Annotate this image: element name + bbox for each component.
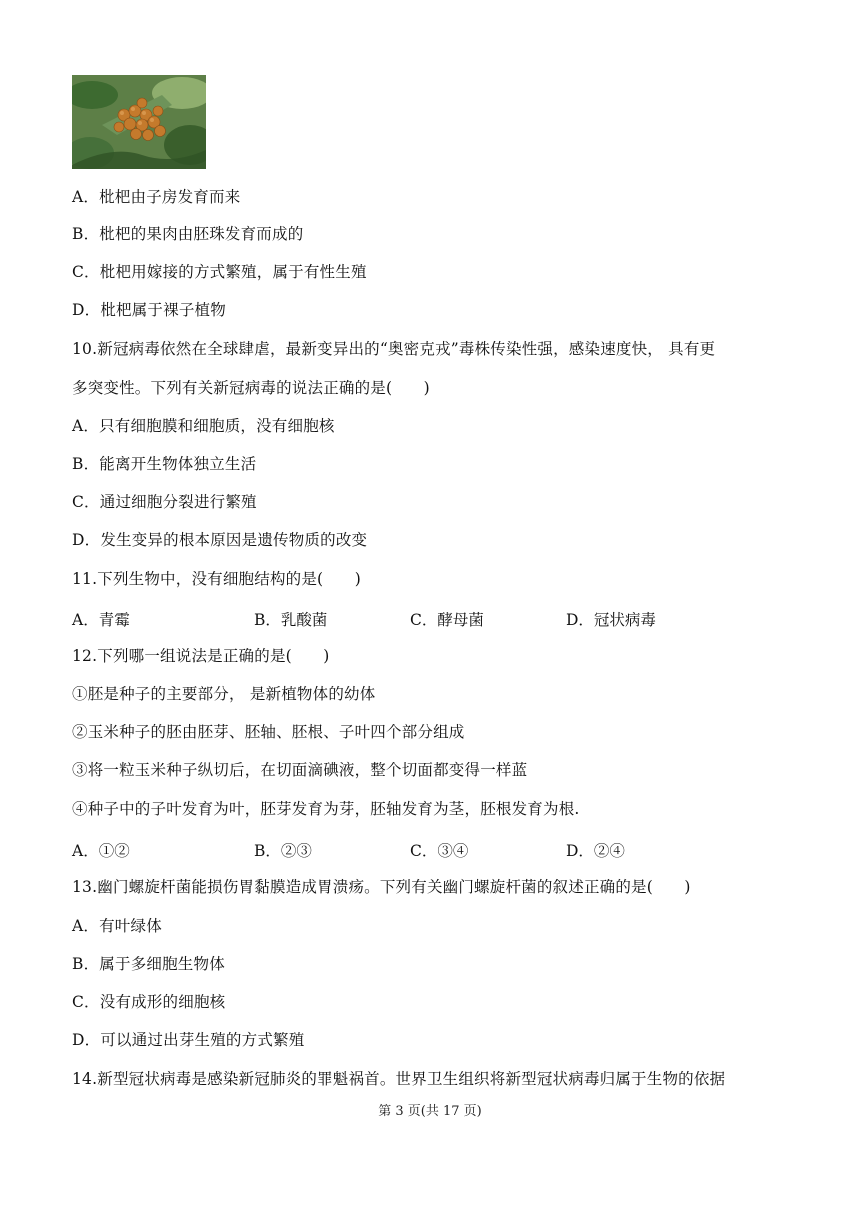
q11-stem: 11.下列生物中，没有细胞结构的是( ) bbox=[72, 570, 361, 588]
q10-option-a: A．只有细胞膜和细胞质，没有细胞核 bbox=[72, 417, 335, 435]
q11-option-d: D．冠状病毒 bbox=[566, 611, 656, 629]
q12-statement-4: ④种子中的子叶发育为叶，胚芽发育为芽，胚轴发育为茎，胚根发育为根. bbox=[72, 800, 580, 818]
q11-option-a: A．青霉 bbox=[72, 611, 130, 629]
q12-option-a: A．①② bbox=[72, 842, 130, 860]
q9-option-c: C．枇杷用嫁接的方式繁殖，属于有性生殖 bbox=[72, 263, 367, 281]
q13-option-d: D．可以通过出芽生殖的方式繁殖 bbox=[72, 1031, 305, 1049]
q9-option-b: B．枇杷的果肉由胚珠发育而成的 bbox=[72, 225, 304, 243]
q10-option-b: B．能离开生物体独立生活 bbox=[72, 455, 257, 473]
q13-option-a: A．有叶绿体 bbox=[72, 917, 162, 935]
q11-options-row bbox=[72, 608, 792, 628]
q12-option-b: B．②③ bbox=[254, 842, 312, 860]
loquat-image-icon bbox=[72, 75, 206, 169]
q13-stem: 13.幽门螺旋杆菌能损伤胃黏膜造成胃溃疡。下列有关幽门螺旋杆菌的叙述正确的是( ) bbox=[72, 878, 691, 896]
q12-options-row bbox=[72, 839, 792, 859]
q12-statement-3: ③将一粒玉米种子纵切后，在切面滴碘液，整个切面都变得一样蓝 bbox=[72, 761, 528, 779]
q13-option-c: C．没有成形的细胞核 bbox=[72, 993, 226, 1011]
q10-stem-line1: 10.新冠病毒依然在全球肆虐，最新变异出的“奥密克戎”毒株传染性强，感染速度快， 具有更 bbox=[72, 340, 716, 358]
q12-option-c: C．③④ bbox=[410, 842, 469, 860]
q12-statement-1: ①胚是种子的主要部分， 是新植物体的幼体 bbox=[72, 685, 376, 703]
q13-option-b: B．属于多细胞生物体 bbox=[72, 955, 225, 973]
q10-option-d: D．发生变异的根本原因是遗传物质的改变 bbox=[72, 531, 368, 549]
page-footer: 第 3 页(共 17 页) bbox=[378, 1104, 482, 1119]
q12-option-d: D．②④ bbox=[566, 842, 625, 860]
q10-option-c: C．通过细胞分裂进行繁殖 bbox=[72, 493, 257, 511]
q12-stem: 12.下列哪一组说法是正确的是( ) bbox=[72, 647, 330, 665]
q11-option-c: C．酵母菌 bbox=[410, 611, 484, 629]
q12-statement-2: ②玉米种子的胚由胚芽、胚轴、胚根、子叶四个部分组成 bbox=[72, 723, 465, 741]
q11-option-b: B．乳酸菌 bbox=[254, 611, 328, 629]
q10-stem-line2: 多突变性。下列有关新冠病毒的说法正确的是( ) bbox=[72, 379, 430, 397]
q9-option-d: D．枇杷属于裸子植物 bbox=[72, 301, 226, 319]
q9-option-a: A．枇杷由子房发育而来 bbox=[72, 188, 241, 206]
q14-stem-line1: 14.新型冠状病毒是感染新冠肺炎的罪魁祸首。世界卫生组织将新型冠状病毒归属于生物的依据 bbox=[72, 1070, 726, 1088]
loquat-photo bbox=[72, 75, 206, 169]
